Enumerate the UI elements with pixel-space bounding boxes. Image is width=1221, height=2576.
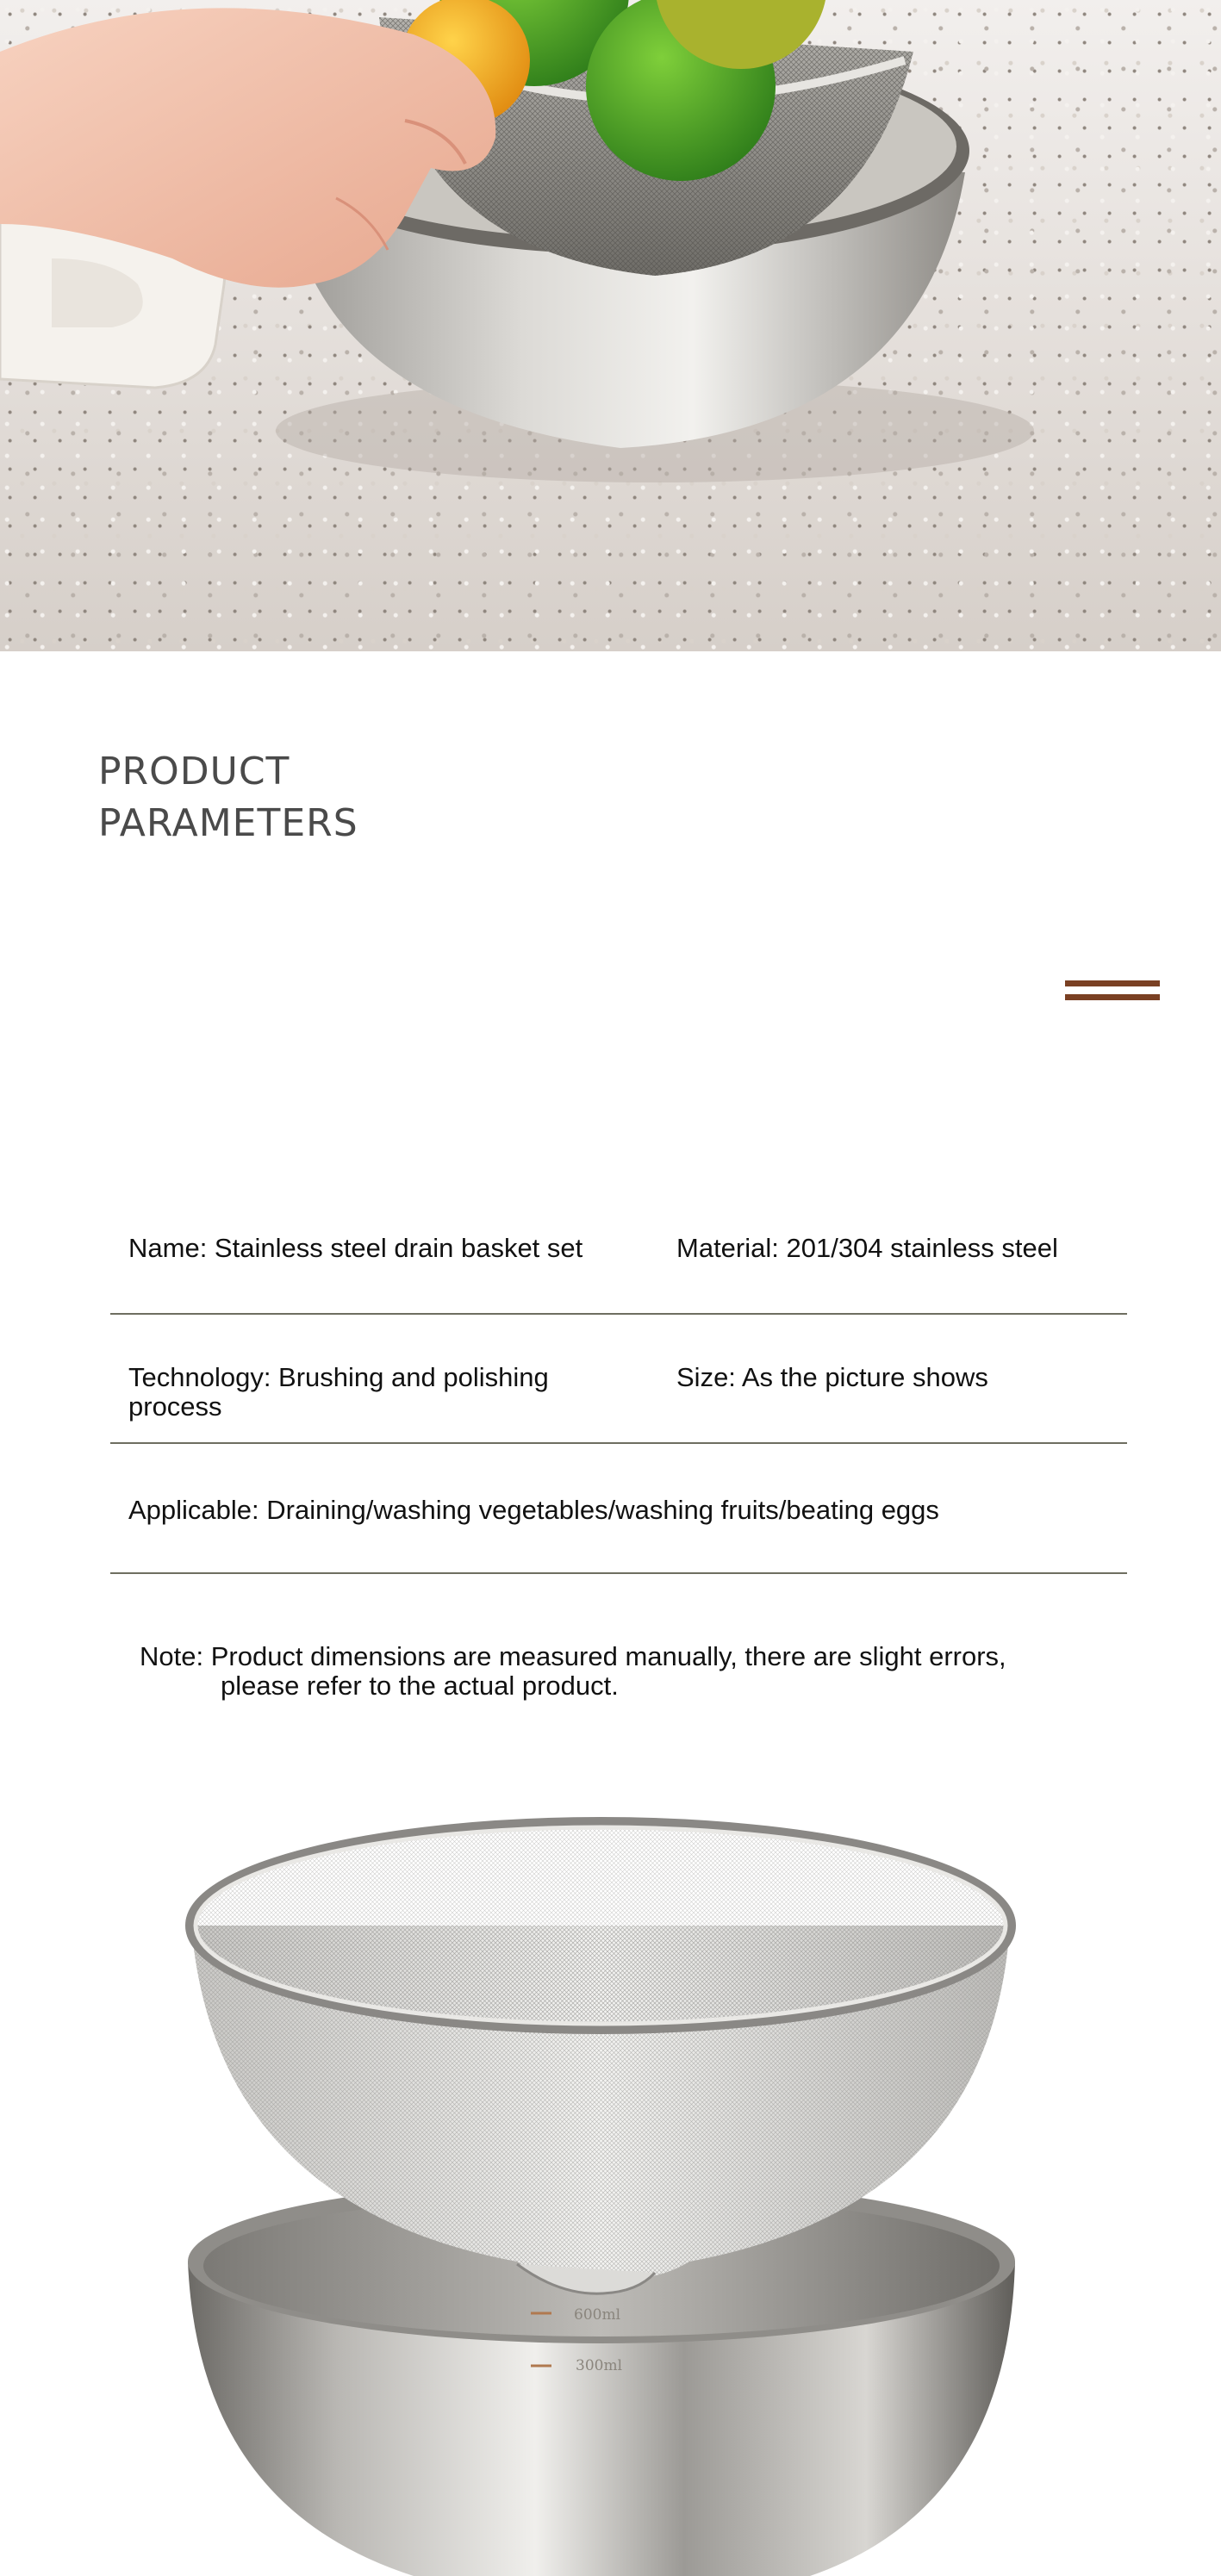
bowl-mark-lower: 300ml [576, 2357, 623, 2374]
product-photo [0, 1801, 1221, 2576]
decorative-bar-top [1065, 980, 1160, 986]
parameter-applicable: Applicable: Draining/washing vegetables/washing fruits/beating eggs [128, 1495, 939, 1525]
parameters-table [110, 1185, 1127, 1574]
bowl-mark-upper: 600ml [574, 2306, 621, 2324]
hero-photo-illustration [0, 0, 1221, 651]
parameters-row [110, 1315, 1127, 1444]
dimensions-note-line-2: please refer to the actual product. [221, 1671, 619, 1701]
parameter-technology: Technology: Brushing and polishing process [128, 1362, 549, 1422]
parameter-material: Material: 201/304 stainless steel [676, 1233, 1058, 1263]
product-photo-illustration [0, 1801, 1221, 2576]
parameter-name: Name: Stainless steel drain basket set [128, 1233, 583, 1263]
parameter-size: Size: As the picture shows [676, 1362, 988, 1392]
section-title [98, 746, 358, 849]
dimensions-note-line-1: Note: Product dimensions are measured manually, there are slight errors, [140, 1641, 1006, 1671]
parameters-row [110, 1185, 1127, 1315]
hero-photo [0, 0, 1221, 651]
decorative-double-bar [1065, 975, 1160, 1005]
decorative-bar-bottom [1065, 994, 1160, 1000]
section-title-line-2: PARAMETERS [98, 801, 358, 845]
parameters-row [110, 1444, 1127, 1574]
dimensions-note [140, 1642, 1139, 1701]
section-title-line-1: PRODUCT [98, 750, 290, 793]
